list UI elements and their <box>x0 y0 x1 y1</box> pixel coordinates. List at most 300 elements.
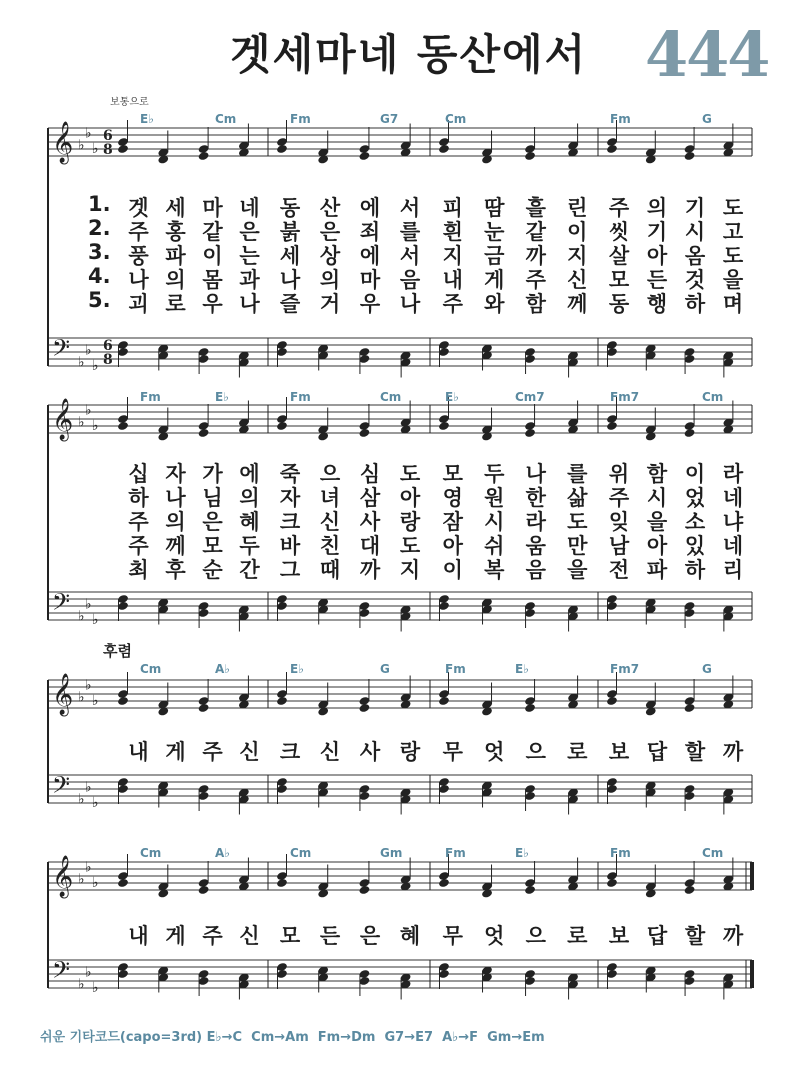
lyric-syllable: 네 <box>239 196 260 220</box>
notehead <box>684 885 696 895</box>
lyric-syllable: 께 <box>165 534 186 558</box>
lyric-syllable: 혜 <box>239 510 260 534</box>
treble-clef-icon: 𝄞 <box>52 399 74 440</box>
lyric-syllable: 서 <box>399 244 421 268</box>
lyric-syllable: 녀 <box>319 486 341 510</box>
lyric-syllable: 까 <box>722 924 744 948</box>
flat-icon: ♭ <box>92 358 99 374</box>
bass-clef-icon: 𝄢 <box>52 771 71 804</box>
lyric-syllable: 행 <box>646 292 668 316</box>
notehead <box>524 151 536 161</box>
chord-symbol: E♭ <box>515 662 529 676</box>
notehead <box>358 885 370 895</box>
flat-icon: ♭ <box>78 354 85 371</box>
notehead <box>684 428 696 438</box>
lyric-syllable: 지 <box>567 244 588 268</box>
flat-icon: ♭ <box>85 402 92 419</box>
lyric-syllable: 음 <box>399 268 421 292</box>
lyric-syllable: 것 <box>684 268 706 292</box>
lyric-syllable: 사 <box>359 510 381 534</box>
notehead <box>276 421 288 431</box>
lyric-syllable: 무 <box>442 740 463 764</box>
lyric-syllable: 위 <box>608 462 630 486</box>
lyric-syllable: 겟 <box>128 196 149 220</box>
lyric-syllable: 든 <box>319 924 341 948</box>
flat-icon: ♭ <box>92 141 99 157</box>
chord-symbol: Fm <box>610 112 631 126</box>
lyric-syllable: 주 <box>525 268 546 292</box>
lyric-syllable: 도 <box>399 534 421 558</box>
lyric-syllable: 시 <box>646 486 668 510</box>
notehead <box>358 428 370 438</box>
lyric-syllable: 음 <box>525 558 546 582</box>
lyric-syllable: 으 <box>319 462 341 486</box>
lyric-syllable: 은 <box>202 510 223 534</box>
lyric-syllable: 죽 <box>279 462 301 486</box>
chord-symbol: G <box>702 662 712 676</box>
chord-symbol: Cm7 <box>515 390 545 404</box>
notehead <box>276 144 288 154</box>
lyric-syllable: 잊 <box>608 510 630 534</box>
lyric-syllable: 마 <box>202 196 223 220</box>
lyric-syllable: 이 <box>442 558 463 582</box>
flat-icon: ♭ <box>78 137 85 154</box>
flat-icon: ♭ <box>78 608 85 625</box>
lyric-syllable: 게 <box>484 268 505 292</box>
lyric-syllable: 함 <box>646 462 668 486</box>
lyric-syllable: 에 <box>359 196 381 220</box>
lyric-syllable: 이 <box>202 244 223 268</box>
lyric-syllable: 두 <box>239 534 260 558</box>
chord-symbol: Fm7 <box>610 390 640 404</box>
chord-symbol: G <box>702 112 712 126</box>
notehead <box>198 703 210 713</box>
lyric-syllable: 즐 <box>279 292 301 316</box>
hymn-number: 444 <box>645 18 769 91</box>
lyric-syllable: 바 <box>279 534 301 558</box>
flat-icon: ♭ <box>92 875 99 891</box>
notehead <box>117 878 129 888</box>
lyric-syllable: 쉬 <box>484 534 505 558</box>
chord-symbol: A♭ <box>215 846 230 860</box>
flat-icon: ♭ <box>85 964 92 981</box>
lyric-syllable: 사 <box>359 740 381 764</box>
lyric-syllable: 나 <box>165 486 186 510</box>
lyric-syllable: 게 <box>165 740 186 764</box>
lyric-syllable: 하 <box>684 558 706 582</box>
lyric-syllable: 심 <box>359 462 381 486</box>
lyric-syllable: 며 <box>722 292 744 316</box>
flat-icon: ♭ <box>78 689 85 706</box>
lyric-syllable: 하 <box>128 486 149 510</box>
lyric-syllable: 주 <box>608 196 630 220</box>
lyric-syllable: 지 <box>442 244 463 268</box>
notehead <box>606 144 618 154</box>
chord-symbol: Cm <box>380 390 402 404</box>
chord-symbol: E♭ <box>215 390 229 404</box>
lyric-syllable: 서 <box>399 196 421 220</box>
notehead <box>276 696 288 706</box>
treble-clef-icon: 𝄞 <box>52 674 74 715</box>
notehead <box>606 421 618 431</box>
lyric-syllable: 게 <box>165 924 186 948</box>
lyric-syllable: 의 <box>646 196 668 220</box>
lyric-syllable: 눈 <box>484 220 505 244</box>
lyric-syllable: 두 <box>484 462 505 486</box>
lyric-syllable: 때 <box>319 558 341 582</box>
lyric-syllable: 크 <box>279 740 301 764</box>
lyric-syllable: 까 <box>722 740 744 764</box>
lyric-syllable: 소 <box>684 510 706 534</box>
flat-icon: ♭ <box>85 596 92 613</box>
lyric-syllable: 었 <box>684 486 706 510</box>
lyric-syllable: 은 <box>319 220 341 244</box>
time-signature: 6 <box>103 338 113 354</box>
hymn-title: 겟세마네 동산에서 <box>230 30 588 79</box>
chord-symbol: Cm <box>702 390 724 404</box>
lyric-syllable: 고 <box>722 220 744 244</box>
lyric-syllable: 흘 <box>525 196 546 220</box>
lyric-syllable: 이 <box>567 220 588 244</box>
lyric-syllable: 나 <box>239 292 260 316</box>
lyric-syllable: 엇 <box>484 924 505 948</box>
notehead <box>438 696 450 706</box>
lyric-syllable: 는 <box>239 244 260 268</box>
lyric-syllable: 으 <box>525 740 546 764</box>
lyric-syllable: 풍 <box>128 244 149 268</box>
lyric-syllable: 복 <box>484 558 505 582</box>
lyric-syllable: 주 <box>128 510 149 534</box>
lyric-syllable: 이 <box>684 462 706 486</box>
lyric-syllable: 모 <box>279 924 301 948</box>
lyric-syllable: 잠 <box>442 510 463 534</box>
lyric-syllable: 최 <box>128 558 149 582</box>
treble-clef-icon: 𝄞 <box>52 122 74 163</box>
lyric-syllable: 영 <box>442 486 463 510</box>
lyric-syllable: 주 <box>202 740 223 764</box>
lyric-syllable: 시 <box>684 220 706 244</box>
lyric-syllable: 같 <box>525 220 546 244</box>
flat-icon: ♭ <box>85 677 92 694</box>
lyric-syllable: 랑 <box>399 510 421 534</box>
lyric-syllable: 한 <box>525 486 546 510</box>
chord-symbol: Fm <box>445 846 466 860</box>
notehead <box>684 151 696 161</box>
chord-symbol: E♭ <box>445 390 459 404</box>
lyric-syllable: 보 <box>608 740 630 764</box>
refrain-label: 후렴 <box>103 642 132 660</box>
lyric-syllable: 원 <box>484 486 505 510</box>
lyric-syllable: 네 <box>722 486 744 510</box>
chord-symbol: Cm <box>445 112 467 126</box>
lyric-syllable: 우 <box>359 292 381 316</box>
lyric-syllable: 함 <box>525 292 546 316</box>
lyric-syllable: 산 <box>319 196 341 220</box>
lyric-syllable: 그 <box>279 558 301 582</box>
lyric-syllable: 기 <box>646 220 668 244</box>
lyric-syllable: 도 <box>567 510 588 534</box>
notehead <box>358 703 370 713</box>
notehead <box>117 696 129 706</box>
lyric-syllable: 님 <box>202 486 223 510</box>
flat-icon: ♭ <box>85 859 92 876</box>
lyric-syllable: 하 <box>684 292 706 316</box>
notehead <box>198 428 210 438</box>
lyric-syllable: 로 <box>567 924 588 948</box>
lyric-syllable: 내 <box>128 740 149 764</box>
notehead <box>684 703 696 713</box>
lyric-syllable: 엇 <box>484 740 505 764</box>
chord-symbol: Fm <box>140 390 161 404</box>
lyric-syllable: 만 <box>567 534 588 558</box>
lyric-syllable: 아 <box>646 534 668 558</box>
chord-symbol: A♭ <box>215 662 230 676</box>
flat-icon: ♭ <box>85 779 92 796</box>
flat-icon: ♭ <box>85 342 92 359</box>
lyric-syllable: 가 <box>202 462 223 486</box>
lyric-syllable: 모 <box>608 268 630 292</box>
notehead <box>438 421 450 431</box>
chord-symbol: Fm <box>610 846 631 860</box>
lyric-syllable: 모 <box>202 534 223 558</box>
lyric-syllable: 도 <box>399 462 421 486</box>
lyric-syllable: 지 <box>399 558 421 582</box>
lyric-syllable: 씻 <box>608 220 630 244</box>
lyric-syllable: 나 <box>128 268 149 292</box>
lyric-syllable: 를 <box>399 220 421 244</box>
notehead <box>276 878 288 888</box>
lyric-syllable: 아 <box>442 534 463 558</box>
notehead <box>438 878 450 888</box>
chord-symbol: Gm <box>380 846 403 860</box>
lyric-syllable: 라 <box>525 510 546 534</box>
chord-symbol: Cm <box>140 662 162 676</box>
lyric-syllable: 은 <box>359 924 381 948</box>
flat-icon: ♭ <box>78 871 85 888</box>
chord-symbol: Cm <box>290 846 312 860</box>
lyric-syllable: 같 <box>202 220 223 244</box>
lyric-syllable: 을 <box>646 510 668 534</box>
chord-symbol: G <box>380 662 390 676</box>
lyric-syllable: 을 <box>722 268 744 292</box>
lyric-syllable: 내 <box>442 268 463 292</box>
lyric-syllable: 나 <box>399 292 421 316</box>
lyric-syllable: 동 <box>608 292 630 316</box>
lyric-syllable: 크 <box>279 510 301 534</box>
lyric-syllable: 세 <box>165 196 186 220</box>
time-signature: 8 <box>103 352 113 368</box>
notehead <box>117 144 129 154</box>
flat-icon: ♭ <box>92 612 99 628</box>
lyric-syllable: 파 <box>165 244 186 268</box>
chord-symbol: Cm <box>702 846 724 860</box>
notehead <box>358 151 370 161</box>
lyric-syllable: 로 <box>567 740 588 764</box>
lyric-syllable: 도 <box>722 196 744 220</box>
lyric-syllable: 세 <box>279 244 301 268</box>
lyric-syllable: 붉 <box>279 220 301 244</box>
flat-icon: ♭ <box>78 976 85 993</box>
lyric-syllable: 신 <box>239 924 260 948</box>
lyric-syllable: 십 <box>128 462 149 486</box>
lyric-syllable: 흰 <box>442 220 463 244</box>
lyric-syllable: 움 <box>525 534 546 558</box>
lyric-syllable: 의 <box>239 486 260 510</box>
notehead <box>524 703 536 713</box>
lyric-syllable: 린 <box>567 196 588 220</box>
lyric-syllable: 남 <box>608 534 630 558</box>
lyric-syllable: 자 <box>165 462 186 486</box>
lyric-syllable: 신 <box>319 510 341 534</box>
lyric-syllable: 를 <box>567 462 588 486</box>
time-signature: 8 <box>103 142 113 158</box>
lyric-syllable: 대 <box>359 534 381 558</box>
lyric-syllable: 의 <box>319 268 341 292</box>
lyric-syllable: 후 <box>165 558 186 582</box>
lyric-syllable: 간 <box>239 558 260 582</box>
chord-symbol: Cm <box>140 846 162 860</box>
lyric-syllable: 죄 <box>359 220 381 244</box>
tempo-marking: 보통으로 <box>110 97 149 108</box>
lyric-syllable: 자 <box>279 486 301 510</box>
lyric-syllable: 홍 <box>165 220 186 244</box>
time-signature: 6 <box>103 128 113 144</box>
lyric-syllable: 네 <box>722 534 744 558</box>
verse-number: 3. <box>88 240 111 264</box>
verse-number: 1. <box>88 192 111 216</box>
lyric-syllable: 나 <box>279 268 301 292</box>
lyric-syllable: 에 <box>239 462 260 486</box>
lyric-syllable: 에 <box>359 244 381 268</box>
lyric-syllable: 답 <box>646 924 668 948</box>
lyric-syllable: 삼 <box>359 486 381 510</box>
chord-symbol: Fm7 <box>610 662 640 676</box>
chord-symbol: E♭ <box>140 112 154 126</box>
lyric-syllable: 괴 <box>128 292 149 316</box>
lyric-syllable: 리 <box>722 558 744 582</box>
chord-symbol: Fm <box>290 390 311 404</box>
lyric-syllable: 금 <box>484 244 505 268</box>
flat-icon: ♭ <box>78 791 85 808</box>
flat-icon: ♭ <box>78 414 85 431</box>
lyric-syllable: 신 <box>319 740 341 764</box>
lyric-syllable: 라 <box>722 462 744 486</box>
lyric-syllable: 있 <box>684 534 706 558</box>
lyric-syllable: 친 <box>319 534 341 558</box>
notehead <box>117 421 129 431</box>
lyric-syllable: 동 <box>279 196 301 220</box>
lyric-syllable: 순 <box>202 558 223 582</box>
lyric-syllable: 주 <box>128 220 149 244</box>
verse-number: 4. <box>88 264 111 288</box>
lyric-syllable: 주 <box>442 292 463 316</box>
lyric-syllable: 께 <box>567 292 588 316</box>
lyric-syllable: 옴 <box>684 244 706 268</box>
lyric-syllable: 든 <box>646 268 668 292</box>
lyric-syllable: 아 <box>646 244 668 268</box>
lyric-syllable: 살 <box>608 244 630 268</box>
treble-clef-icon: 𝄞 <box>52 856 74 897</box>
lyric-syllable: 도 <box>722 244 744 268</box>
lyric-syllable: 전 <box>608 558 630 582</box>
lyric-syllable: 우 <box>202 292 223 316</box>
lyric-syllable: 신 <box>239 740 260 764</box>
lyric-syllable: 으 <box>525 924 546 948</box>
lyric-syllable: 랑 <box>399 740 421 764</box>
lyric-syllable: 와 <box>484 292 505 316</box>
lyric-syllable: 할 <box>684 924 706 948</box>
chord-symbol: E♭ <box>290 662 304 676</box>
chord-symbol: E♭ <box>515 846 529 860</box>
lyric-syllable: 내 <box>128 924 149 948</box>
lyric-syllable: 의 <box>165 268 186 292</box>
notehead <box>524 428 536 438</box>
notehead <box>198 885 210 895</box>
verse-number: 5. <box>88 288 111 312</box>
lyric-syllable: 기 <box>684 196 706 220</box>
lyric-syllable: 파 <box>646 558 668 582</box>
lyric-syllable: 상 <box>319 244 341 268</box>
bass-clef-icon: 𝄢 <box>52 956 71 989</box>
lyric-syllable: 몸 <box>202 268 223 292</box>
verse-number: 2. <box>88 216 111 240</box>
lyric-syllable: 무 <box>442 924 463 948</box>
lyric-syllable: 답 <box>646 740 668 764</box>
chord-symbol: Fm <box>445 662 466 676</box>
notehead <box>438 144 450 154</box>
lyric-syllable: 시 <box>484 510 505 534</box>
flat-icon: ♭ <box>92 795 99 811</box>
flat-icon: ♭ <box>92 693 99 709</box>
lyric-syllable: 까 <box>359 558 381 582</box>
lyric-syllable: 땀 <box>484 196 505 220</box>
flat-icon: ♭ <box>92 980 99 996</box>
lyric-syllable: 거 <box>319 292 341 316</box>
lyric-syllable: 주 <box>608 486 630 510</box>
lyric-syllable: 모 <box>442 462 463 486</box>
chord-symbol: Fm <box>290 112 311 126</box>
lyric-syllable: 피 <box>442 196 463 220</box>
lyric-syllable: 주 <box>128 534 149 558</box>
lyric-syllable: 삶 <box>567 486 588 510</box>
notehead <box>606 878 618 888</box>
notehead <box>524 885 536 895</box>
notehead <box>198 151 210 161</box>
lyric-syllable: 의 <box>165 510 186 534</box>
chord-symbol: G7 <box>380 112 399 126</box>
lyric-syllable: 혜 <box>399 924 421 948</box>
lyric-syllable: 로 <box>165 292 186 316</box>
bass-clef-icon: 𝄢 <box>52 588 71 621</box>
lyric-syllable: 신 <box>567 268 588 292</box>
lyric-syllable: 까 <box>525 244 546 268</box>
guitar-chord-footer: 쉬운 기타코드(capo=3rd) E♭→C Cm→Am Fm→Dm G7→E7 A♭→F Gm→Em <box>40 1030 545 1045</box>
bass-clef-icon: 𝄢 <box>52 334 71 367</box>
lyric-syllable: 주 <box>202 924 223 948</box>
lyric-syllable: 보 <box>608 924 630 948</box>
lyric-syllable: 할 <box>684 740 706 764</box>
notehead <box>606 696 618 706</box>
lyric-syllable: 과 <box>239 268 260 292</box>
lyric-syllable: 마 <box>359 268 381 292</box>
lyric-syllable: 냐 <box>722 510 744 534</box>
flat-icon: ♭ <box>92 418 99 434</box>
lyric-syllable: 나 <box>525 462 546 486</box>
lyric-syllable: 을 <box>567 558 588 582</box>
lyric-syllable: 은 <box>239 220 260 244</box>
lyric-syllable: 아 <box>399 486 421 510</box>
chord-symbol: Cm <box>215 112 237 126</box>
